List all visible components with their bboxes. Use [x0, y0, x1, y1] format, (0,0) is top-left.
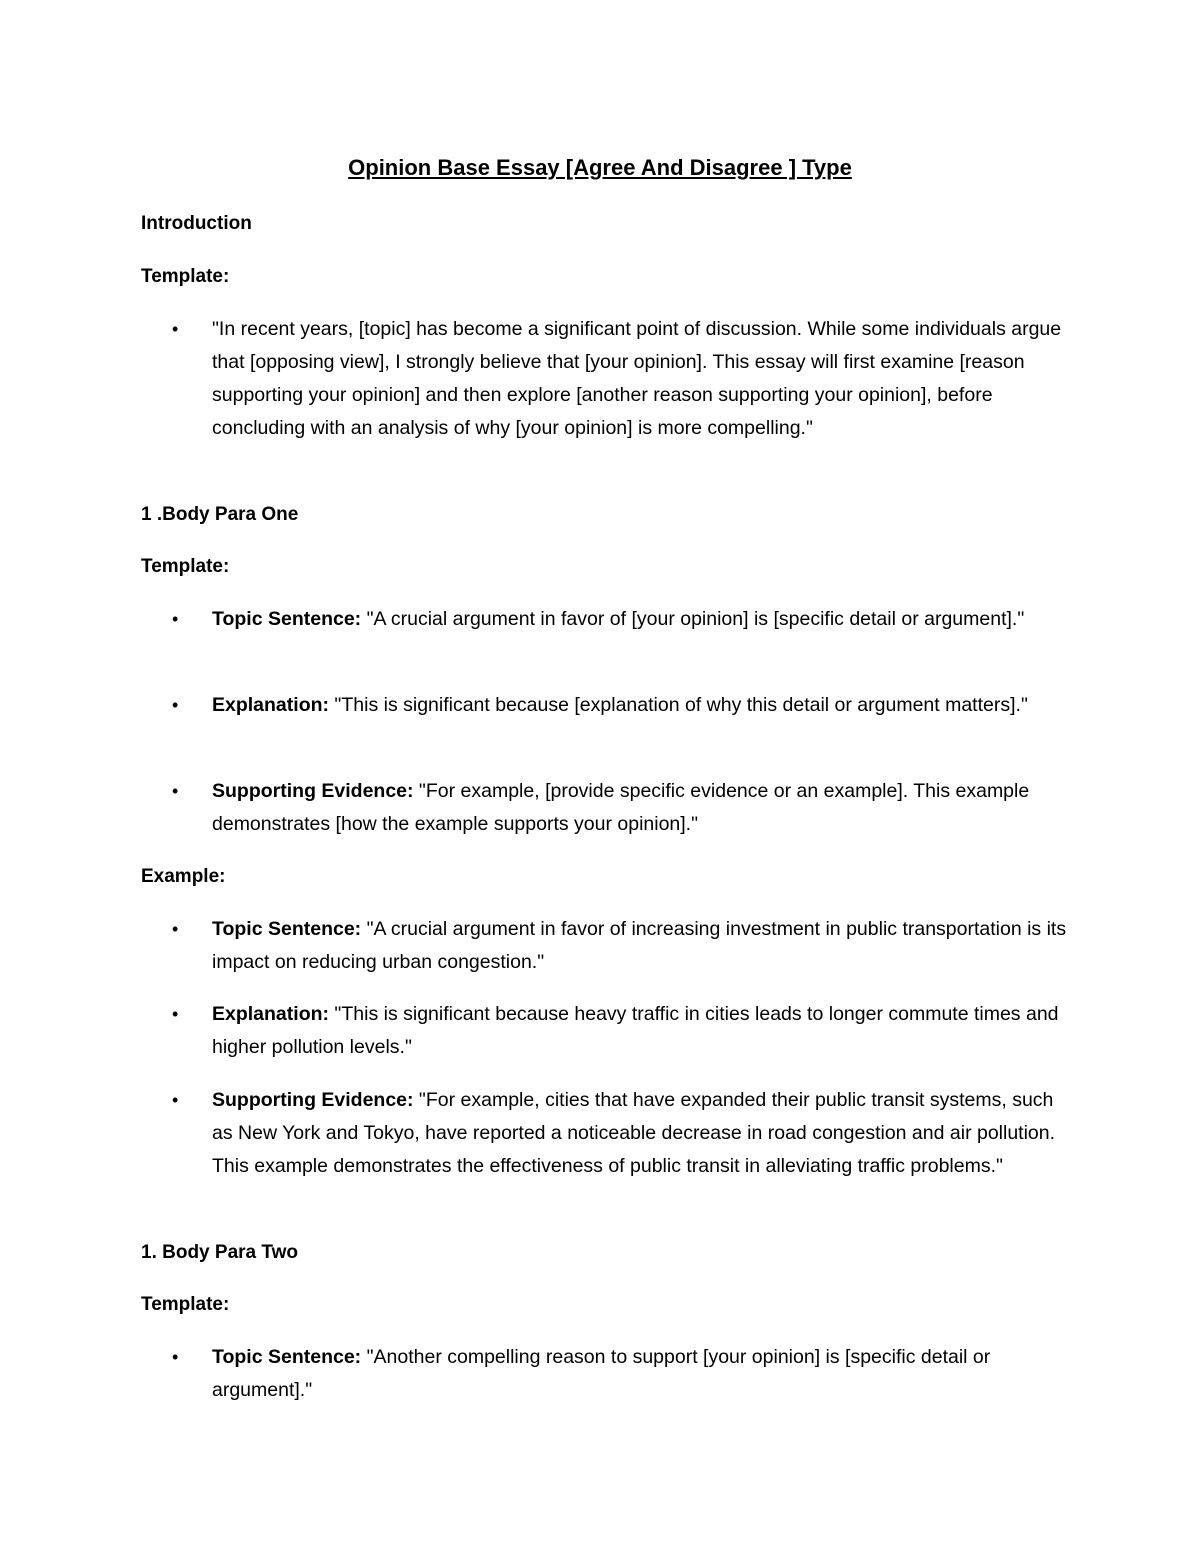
introduction-heading: Introduction [141, 213, 252, 234]
body-one-example-label: Example: [141, 866, 226, 887]
list-item [212, 998, 1072, 1064]
bullet-text: "This is significant because heavy traffic in cities leads to longer commute times and higher pollution levels." [212, 1003, 1059, 1058]
body-two-template-label: Template: [141, 1294, 230, 1315]
list-item [212, 913, 1072, 979]
bullet-label: Supporting Evidence: [212, 780, 414, 802]
list-item [212, 689, 1072, 722]
list-item [212, 1084, 1072, 1183]
bullet-label: Explanation: [212, 1003, 330, 1025]
bullet-text: "A crucial argument in favor of increasing investment in public transportation is its impact on reducing urban congestion." [212, 918, 1067, 973]
body-one-template-label: Template: [141, 556, 230, 577]
bullet-text: "For example, cities that have expanded their public transit systems, such as New York and Tokyo, have reported a noticeable decrease in road congestion and air pollution. This example demonstrates the effectiveness of public transit in alleviating traffic problems." [212, 1089, 1056, 1177]
body-two-heading: 1. Body Para Two [141, 1242, 298, 1263]
list-item [212, 603, 1072, 636]
bullet-label: Topic Sentence: [212, 918, 362, 940]
document-title: Opinion Base Essay [Agree And Disagree ] Type [348, 155, 852, 180]
bullet-text: "This is significant because [explanation of why this detail or argument matters]." [329, 694, 1028, 716]
bullet-text: "Another compelling reason to support [your opinion] is [specific detail or argument]." [212, 1346, 991, 1401]
intro-template-label: Template: [141, 266, 230, 287]
bullet-text: "For example, [provide specific evidence or an example]. This example demonstrates [how the example supports your opinion]." [212, 780, 1030, 835]
intro-template-bullet [212, 313, 1072, 445]
body-one-heading: 1 .Body Para One [141, 504, 299, 525]
list-item [212, 775, 1072, 841]
bullet-text: "A crucial argument in favor of [your opinion] is [specific detail or argument]." [361, 608, 1025, 630]
intro-template-text: "In recent years, [topic] has become a significant point of discussion. While some individuals argue that [opposing view], I strongly believe that [your opinion]. This essay will first examine [reason supporting your opinion] and then explore [another reason supporting your opinion], before concluding with an analysis of why [your opinion] is more compelling." [212, 318, 1062, 439]
bullet-label: Topic Sentence: [212, 1346, 362, 1368]
list-item [212, 1341, 1072, 1407]
bullet-label: Supporting Evidence: [212, 1089, 414, 1111]
bullet-label: Explanation: [212, 694, 330, 716]
bullet-label: Topic Sentence: [212, 608, 362, 630]
